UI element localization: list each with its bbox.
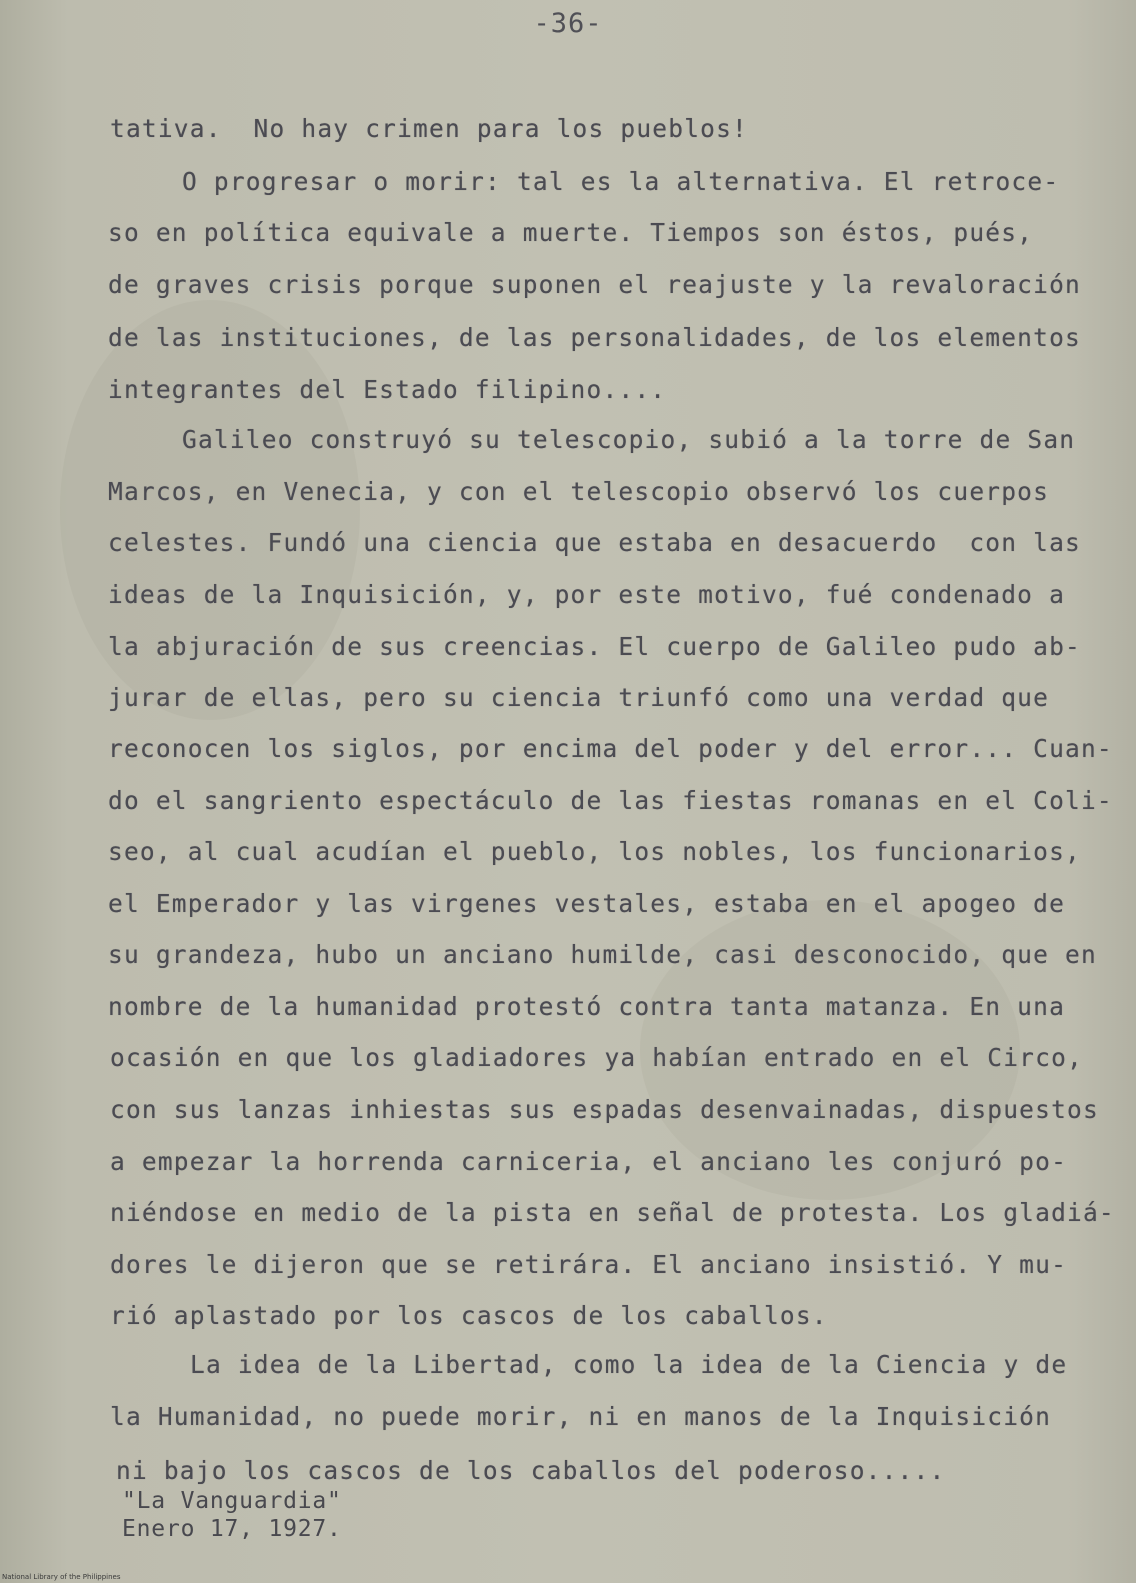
text-line: su grandeza, hubo un anciano humilde, casi desconocido, que en <box>108 940 1097 969</box>
text-line: de graves crisis porque suponen el reajuste y la revaloración <box>108 270 1081 299</box>
page-number: -36- <box>533 8 603 39</box>
text-line: niéndose en medio de la pista en señal de protesta. Los gladiá- <box>110 1198 1115 1227</box>
text-line: rió aplastado por los cascos de los caballos. <box>110 1301 828 1330</box>
text-line: do el sangriento espectáculo de las fiestas romanas en el Coli- <box>108 786 1113 815</box>
text-line: la abjuración de sus creencias. El cuerpo de Galileo pudo ab- <box>108 632 1081 661</box>
footer-credit: National Library of the Philippines <box>2 1573 121 1581</box>
text-line: O progresar o morir: tal es la alternativa. El retroce- <box>182 167 1060 196</box>
text-line: seo, al cual acudían el pueblo, los nobles, los funcionarios, <box>108 837 1081 866</box>
text-line: La idea de la Libertad, como la idea de la Ciencia y de <box>190 1350 1068 1379</box>
text-line: la Humanidad, no puede morir, ni en manos de la Inquisición <box>110 1402 1052 1431</box>
text-line: so en política equivale a muerte. Tiempos son éstos, pués, <box>108 218 1034 247</box>
text-line: Marcos, en Venecia, y con el telescopio observó los cuerpos <box>108 477 1050 506</box>
text-line: a empezar la horrenda carniceria, el anciano les conjuró po- <box>110 1147 1068 1176</box>
text-line: Galileo construyó su telescopio, subió a la torre de San <box>182 425 1076 454</box>
text-line: reconocen los siglos, por encima del poder y del error... Cuan- <box>108 734 1113 763</box>
text-line: ni bajo los cascos de los caballos del poderoso..... <box>116 1456 946 1485</box>
signature-date: Enero 17, 1927. <box>122 1516 342 1542</box>
text-line: dores le dijeron que se retirára. El anciano insistió. Y mu- <box>110 1250 1068 1279</box>
text-line: nombre de la humanidad protestó contra tanta matanza. En una <box>108 992 1066 1021</box>
text-line: ideas de la Inquisición, y, por este motivo, fué condenado a <box>108 580 1066 609</box>
text-line: con sus lanzas inhiestas sus espadas desenvainadas, dispuestos <box>110 1095 1099 1124</box>
text-line: ocasión en que los gladiadores ya habían entrado en el Circo, <box>110 1043 1083 1072</box>
text-line: el Emperador y las virgenes vestales, estaba en el apogeo de <box>108 889 1066 918</box>
text-line: jurar de ellas, pero su ciencia triunfó como una verdad que <box>108 683 1050 712</box>
text-line: integrantes del Estado filipino.... <box>108 375 667 404</box>
signature-source: "La Vanguardia" <box>122 1488 342 1514</box>
text-line: tativa. No hay crimen para los pueblos! <box>110 114 749 143</box>
text-line: celestes. Fundó una ciencia que estaba en desacuerdo con las <box>108 528 1081 557</box>
text-line: de las instituciones, de las personalidades, de los elementos <box>108 323 1081 352</box>
